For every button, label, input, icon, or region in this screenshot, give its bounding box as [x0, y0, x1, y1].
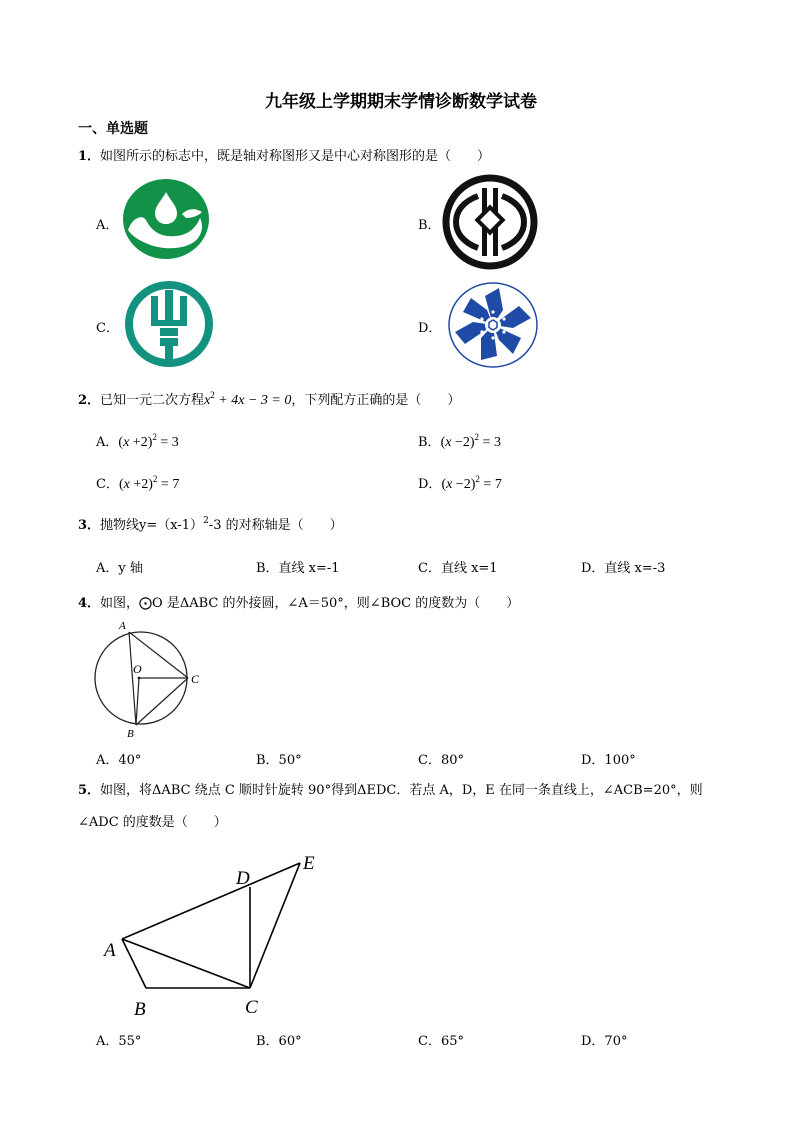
- option-sign: +: [133, 477, 142, 492]
- q5-option-d: D．70°: [581, 1034, 628, 1049]
- q4-option-c: C．80°: [418, 753, 464, 768]
- q4-circle-figure: [92, 616, 204, 740]
- q4-option-b: B．50°: [256, 753, 302, 768]
- point-label-a: A: [119, 620, 126, 632]
- point-label-d: D: [236, 868, 250, 889]
- question-text: 已知一元二次方程: [100, 393, 205, 408]
- question-number: 2．: [78, 393, 101, 408]
- page-title: 九年级上学期期末学情诊断数学试卷: [265, 92, 537, 112]
- point-label-a: A: [104, 940, 116, 961]
- equation-rest: + 4x − 3 = 0: [214, 393, 292, 408]
- option-label: A．: [96, 435, 119, 450]
- logo-b-coin-icon: [442, 174, 538, 270]
- logo-c-wheat-icon: [124, 280, 214, 368]
- q2-option-a: A．$(x +2)^2 = 3$: [96, 432, 179, 450]
- option-sign: −: [455, 477, 464, 492]
- question-3: [78, 514, 343, 533]
- q5-option-a: A．55°: [96, 1034, 142, 1049]
- option-sign: +: [132, 435, 141, 450]
- q2-option-c: C．$(x +2)^2 = 7$: [96, 474, 180, 492]
- question-text: 如图，将ΔABC 绕点 C 顺时针旋转 90°得到ΔEDC．若点 A，D，E 在同一条直线上，∠ACB=20°，则: [100, 783, 703, 798]
- option-rhs: 3: [171, 435, 179, 450]
- option-rhs: 3: [493, 435, 501, 450]
- option-rhs: 7: [494, 477, 502, 492]
- question-superscript: 2: [203, 516, 209, 526]
- question-2: [78, 389, 460, 409]
- option-sign: −: [454, 435, 463, 450]
- equation-var: x: [204, 393, 211, 408]
- q4-option-d: D．100°: [581, 753, 636, 768]
- q5-option-b: B．60°: [256, 1034, 302, 1049]
- equation: [204, 390, 292, 408]
- option-rhs: 7: [172, 477, 180, 492]
- question-number: 4．: [78, 596, 101, 611]
- question-text: 如图所示的标志中，既是轴对称图形又是中心对称图形的是（ ）: [100, 149, 491, 164]
- question-5-line-2: ∠ADC 的度数是（ ）: [78, 815, 227, 830]
- question-5-line-1: [78, 779, 703, 798]
- question-number: 5．: [78, 783, 101, 798]
- question-text-end: -3 的对称轴是（ ）: [208, 518, 343, 533]
- question-text: 如图，⨀O 是ΔABC 的外接圆，∠A＝50°，则∠BOC 的度数为（ ）: [100, 596, 520, 611]
- q2-option-d: D．$(x -2)^2 = 7$: [418, 474, 502, 492]
- point-label-o: O: [133, 662, 142, 676]
- equation-exponent: 2: [210, 390, 215, 400]
- q3-option-b: B．直线 x=-1: [256, 561, 340, 576]
- point-label-b: B: [134, 999, 146, 1020]
- question-1: [78, 145, 490, 164]
- q3-option-a: A．y 轴: [96, 561, 143, 576]
- point-label-c: C: [245, 997, 258, 1018]
- point-label-c: C: [191, 672, 200, 686]
- question-number: 1．: [78, 149, 101, 164]
- q1-option-b-label: B．: [418, 218, 441, 233]
- q3-option-c: C．直线 x=1: [418, 561, 498, 576]
- q1-option-c-label: C．: [96, 321, 119, 336]
- question-4: [78, 592, 519, 611]
- q2-option-b: B．$(x -2)^2 = 3$: [418, 432, 501, 450]
- point-label-b: B: [127, 728, 134, 740]
- option-label: B．: [418, 435, 441, 450]
- logo-d-snowflake-icon: [447, 282, 539, 368]
- q3-option-d: D．直线 x=-3: [581, 561, 666, 576]
- q4-option-a: A．40°: [96, 753, 142, 768]
- option-label: D．: [418, 477, 442, 492]
- option-label: C．: [96, 477, 119, 492]
- section-heading: 一、单选题: [78, 121, 148, 137]
- question-text: 抛物线y=（x-1）: [100, 518, 204, 533]
- point-label-e: E: [303, 853, 315, 874]
- q1-option-d-label: D．: [418, 321, 442, 336]
- question-number: 3．: [78, 518, 101, 533]
- question-text-end: ，下列配方正确的是（ ）: [291, 393, 461, 408]
- logo-a-green-drop-icon: [122, 178, 210, 260]
- q5-rotation-figure: [100, 846, 330, 1026]
- q1-option-a-label: A．: [96, 218, 119, 233]
- q5-option-c: C．65°: [418, 1034, 464, 1049]
